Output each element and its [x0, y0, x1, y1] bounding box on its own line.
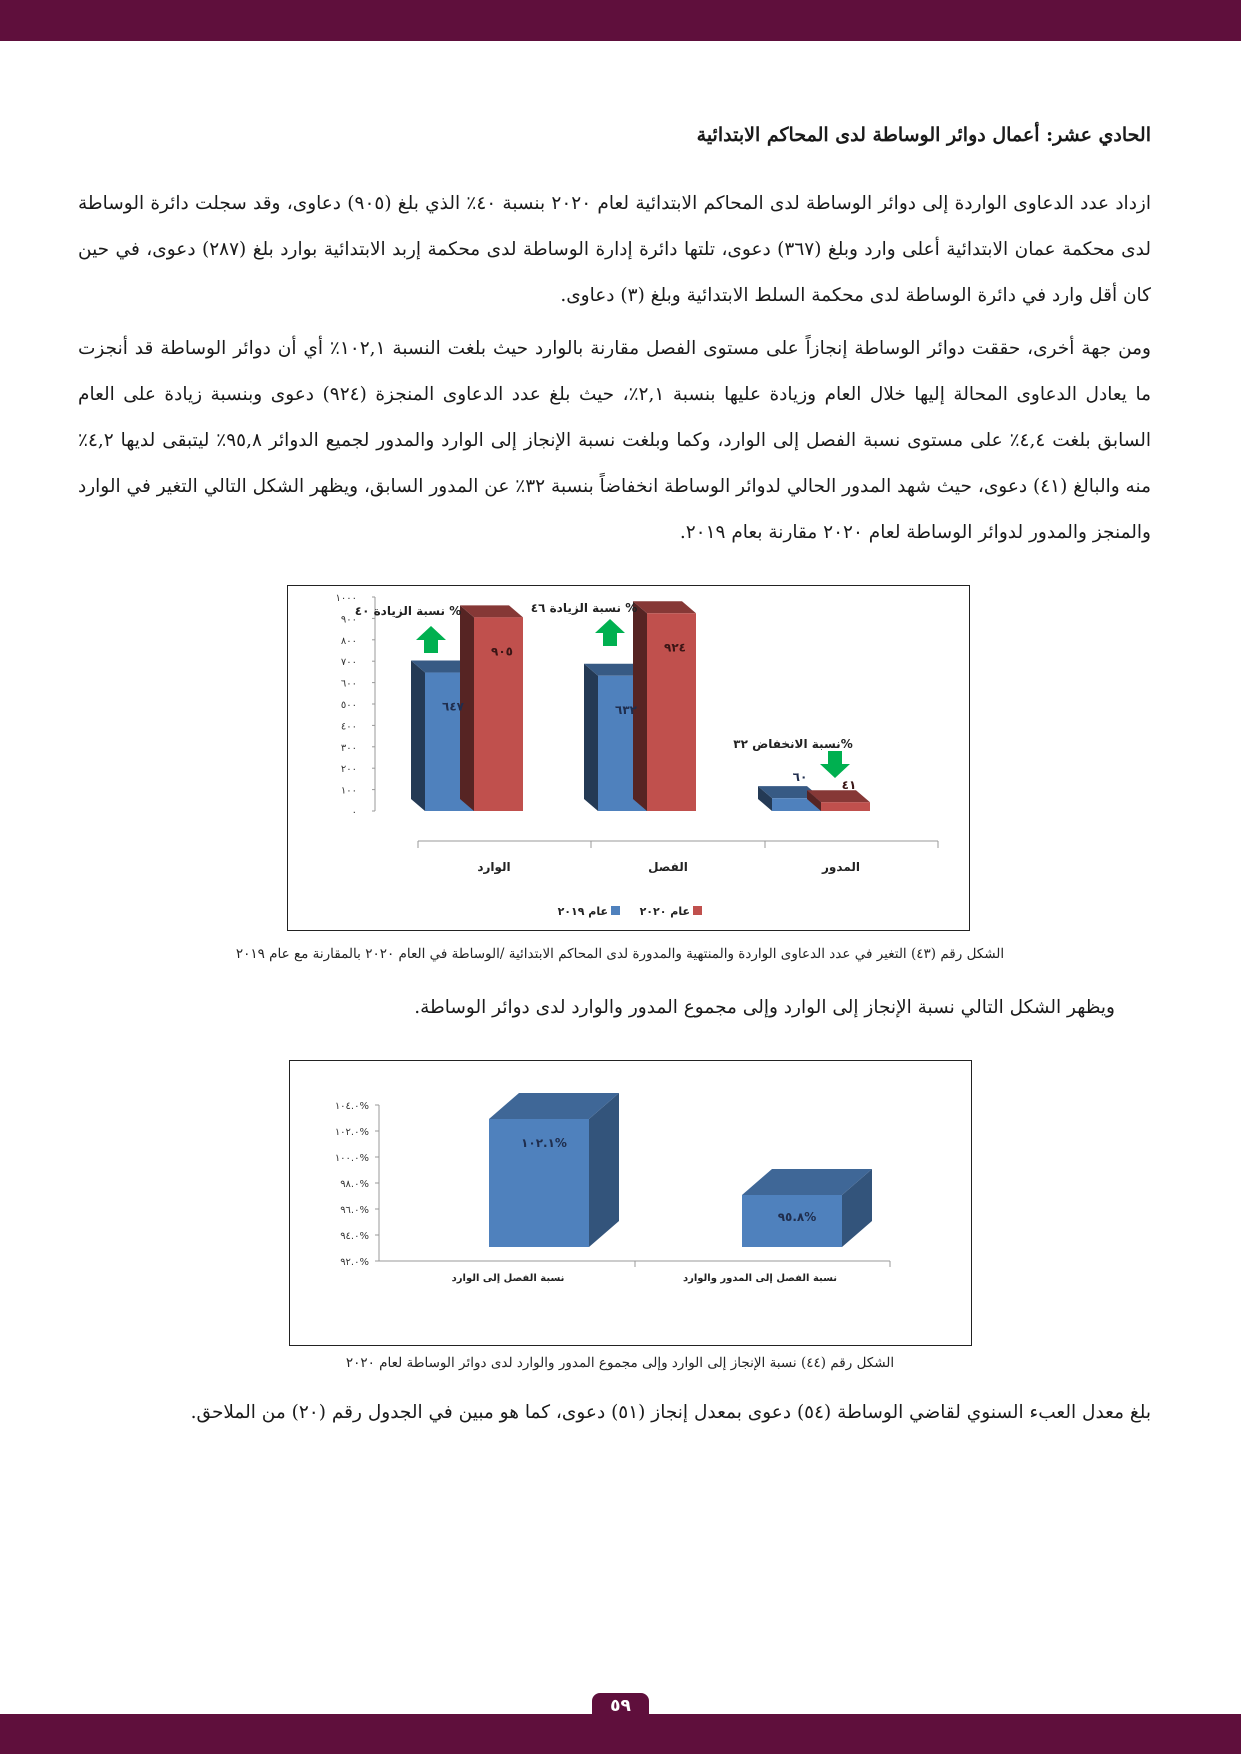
chart-2-bar: [742, 1169, 872, 1247]
figure-43-caption: الشكل رقم (٤٣) التغير في عدد الدعاوى الواردة والمنتهية والمدورة لدى المحاكم الابتدائية /الوساطة في العام ٢٠٢٠ بالمقارنة مع عام ٢٠١٩: [235, 946, 1005, 962]
chart-1-bar-2020: [633, 601, 696, 811]
chart-1-svg: [288, 586, 969, 930]
chart-2-y-tick-label: ١٠٤.٠%: [334, 1101, 369, 1112]
chart-1-y-tick-label: ٨٠٠: [340, 635, 357, 647]
chart-1-value-label-2020: ٩٠٥: [491, 644, 513, 659]
chart-1-legend-label: عام ٢٠١٩: [557, 905, 608, 918]
chart-1-legend-label: عام ٢٠٢٠: [639, 905, 690, 918]
chart-1-value-label-2020: ٩٢٤: [664, 640, 686, 655]
paragraph-1: ازداد عدد الدعاوى الواردة إلى دوائر الوساطة لدى المحاكم الابتدائية لعام ٢٠٢٠ بنسبة ٤٠٪ الذي بلغ (٩٠٥) دعاوى، وقد سجلت دائرة الوساطة لدى محكمة عمان الابتدائية أعلى وارد وبلغ (٣٦٧) دعوى، تلتها دائرة إدارة الوساطة لدى محكمة إربد الابتدائية بوارد بلغ (٢٨٧) دعوى، في حين كان أقل وارد في دائرة الوساطة لدى محكمة السلط الابتدائية وبلغ (٣) دعاوى.: [78, 193, 1152, 306]
chart-2-y-tick-label: ٩٢.٠%: [340, 1257, 369, 1268]
chart-1-annotation-label: نسبة الزيادة ٤٦ %: [530, 601, 638, 615]
section-heading: الحادي عشر: أعمال دوائر الوساطة لدى المحاكم الابتدائية: [696, 124, 1151, 146]
paragraph-2: ومن جهة أخرى، حققت دوائر الوساطة إنجازاً على مستوى الفصل مقارنة بالوارد حيث بلغت النسبة ١٠٢,١٪ أي أن دوائر الوساطة قد أنجزت ما يعادل الدعاوى المحالة إليها خلال العام وزيادة عليها بنسبة ٢,١٪، حيث بلغ عدد الدعاوى المنجزة (٩٢٤) دعوى وبنسبة زيادة على العام السابق بلغت ٤,٤٪ على مستوى نسبة الفصل إلى الوارد، وكما وبلغت نسبة الإنجاز إلى الوارد والمدور لجميع الدوائر ٩٥,٨٪ ليتبقى لديها ٤,٢٪ منه والبالغ (٤١) دعوى، حيث شهد المدور الحالي لدوائر الوساطة انخفاضاً بنسبة ٣٢٪ عن المدور السابق، ويظهر الشكل التالي التغير في الوارد والمنجز والمدور لدوائر الوساطة لعام ٢٠٢٠ مقارنة بعام ٢٠١٩.: [78, 338, 1151, 543]
chart-1-y-tick-label: ٢٠٠: [340, 764, 357, 776]
chart-2-y-tick-label: ٩٤.٠%: [340, 1231, 369, 1242]
chart-2-bar-side: [589, 1093, 619, 1247]
chart-2-intro: ويظهر الشكل التالي نسبة الإنجاز إلى الوارد وإلى مجموع المدور والوارد لدى دوائر الوساطة.: [414, 997, 1115, 1018]
bottom-brand-bar: [0, 1714, 1241, 1754]
chart-1-up-arrow: [595, 619, 625, 646]
chart-1-value-label-2019: ٦٠: [792, 770, 808, 785]
chart-1-y-tick-label: ٩٠٠: [340, 614, 357, 626]
chart-2-value-label: ٩٥.٨%: [777, 1210, 817, 1224]
chart-2-y-tick-label: ١٠٠.٠%: [334, 1153, 369, 1164]
chart-1-value-label-2019: ٦٤٧: [442, 699, 464, 714]
chart-1-category-label: الوارد: [477, 860, 511, 874]
chart-1-up-arrow: [416, 626, 446, 653]
chart-1-category-label: الفصل: [648, 860, 688, 874]
chart-1-y-tick-label: ٤٠٠: [340, 721, 357, 733]
chart-1-bar-2020: [460, 605, 523, 811]
chart-1-y-tick-label: ٠: [351, 807, 357, 818]
chart-1-value-label-2019: ٦٣٢: [615, 702, 637, 717]
chart-2-bar: [489, 1093, 619, 1247]
chart-2-category-label: نسبة الفصل إلى المدور والوارد: [682, 1273, 838, 1284]
chart-1-legend-swatch: [693, 906, 702, 915]
chart-2-svg: [290, 1061, 971, 1345]
chart-1-category-label: المدور: [822, 860, 860, 874]
chart-1-bar-2020-front: [821, 802, 870, 811]
chart-1-y-tick-label: ١٠٠: [340, 785, 357, 797]
chart-1-y-tick-label: ٣٠٠: [340, 742, 357, 754]
page-number: ٥٩: [592, 1693, 649, 1719]
chart-1-value-label-2020: ٤١: [841, 778, 857, 793]
chart-2-y-tick-label: ٩٦.٠%: [340, 1205, 369, 1216]
chart-1-y-tick-label: ٧٠٠: [340, 657, 357, 669]
chart-1-annotation-label: نسبة الزيادة ٤٠ %: [354, 604, 462, 618]
chart-1-annotation-label: نسبة الانخفاض ٣٢%: [733, 737, 853, 751]
chart-2-value-label: ١٠٢.١%: [521, 1136, 567, 1150]
chart-1-legend-swatch: [611, 906, 620, 915]
figure-44-caption: الشكل رقم (٤٤) نسبة الإنجاز إلى الوارد وإلى مجموع المدور والوارد لدى دوائر الوساطة لعام ٢٠٢٠: [345, 1355, 895, 1371]
chart-2-y-tick-label: ١٠٢.٠%: [334, 1127, 369, 1138]
chart-1-y-tick-label: ١٠٠٠: [335, 593, 357, 604]
chart-2-frame: [289, 1060, 972, 1346]
chart-1-frame: [287, 585, 970, 931]
chart-2-category-label: نسبة الفصل إلى الوارد: [451, 1273, 565, 1284]
paragraph-3: بلغ معدل العبء السنوي لقاضي الوساطة (٥٤) دعوى بمعدل إنجاز (٥١) دعوى، كما هو مبين في الجدول رقم (٢٠) من الملاحق.: [190, 1402, 1151, 1423]
top-brand-bar: [0, 0, 1241, 41]
chart-1-y-tick-label: ٥٠٠: [340, 700, 357, 711]
chart-1-bar-2019-side: [411, 661, 425, 811]
chart-1-y-tick-label: ٦٠٠: [340, 678, 357, 690]
chart-1-down-arrow: [820, 751, 850, 778]
chart-1-bar-2019-side: [584, 664, 598, 811]
chart-2-y-tick-label: ٩٨.٠%: [340, 1179, 369, 1190]
